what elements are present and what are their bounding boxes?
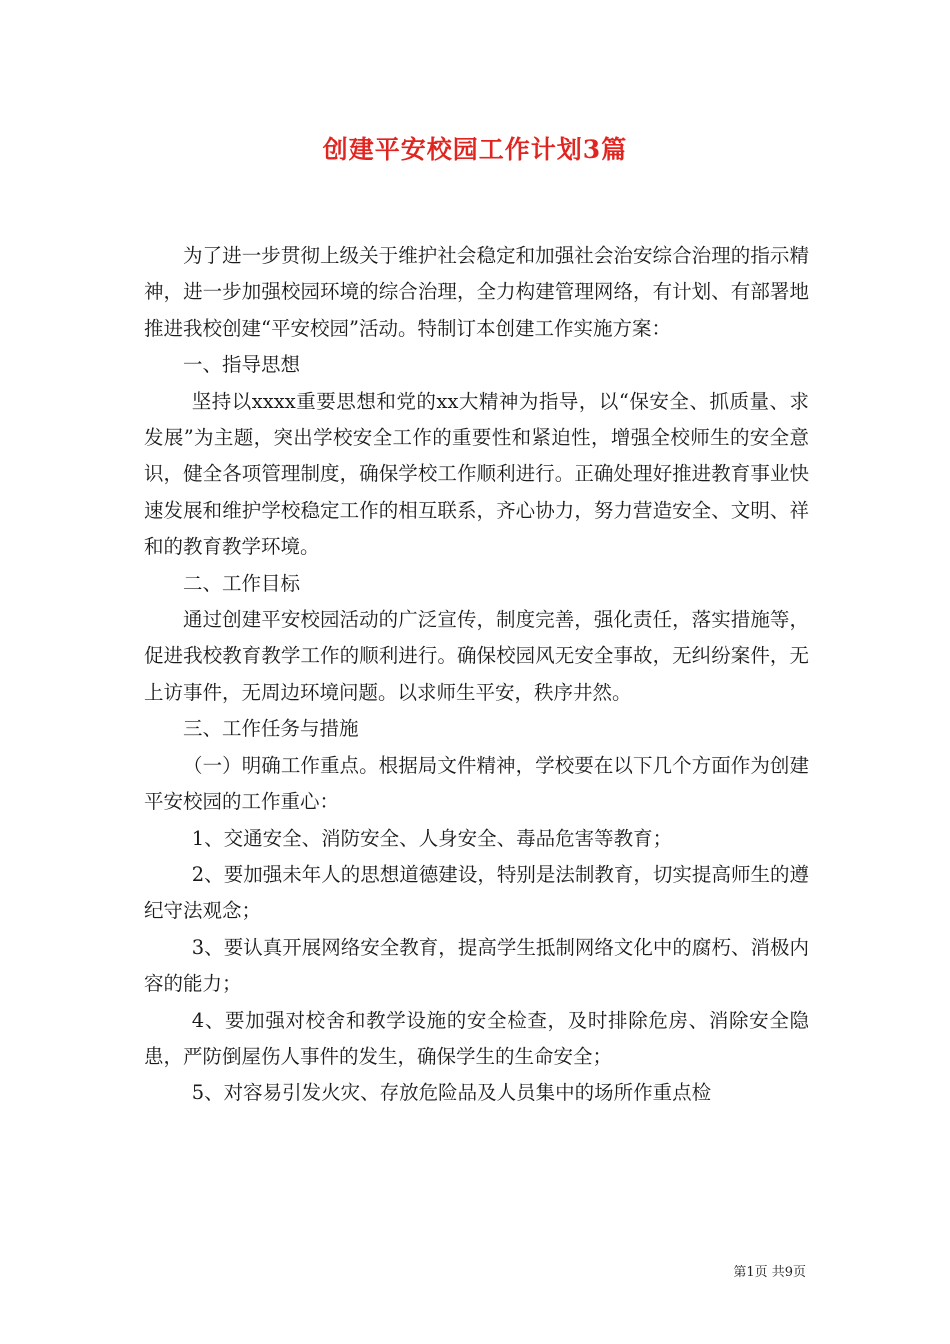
subsection-clarify-focus: （一）明确工作重点。根据局文件精神，学校要在以下几个方面作为创建平安校园的工作重心：: [144, 753, 809, 814]
document-body: [144, 238, 809, 1112]
list-item-2: 2、要加强未年人的思想道德建设，特别是法制教育，切实提高师生的遵纪守法观念；: [144, 862, 809, 923]
guiding-ideology-paragraph: 坚持以xxxx重要思想和党的xx大精神为指导，以“保安全、抓质量、求发展”为主题，突出学校安全工作的重要性和紧迫性，增强全校师生的安全意识，健全各项管理制度，确保学校工作顺利进行。正确处理好推进教育事业快速发展和维护学校稳定工作的相互联系，齐心协力，努力营造安全、文明、祥和的教育教学环境。: [144, 389, 809, 559]
section-heading-work-goals: 二、工作目标: [183, 571, 301, 595]
list-item-4: 4、要加强对校舍和教学设施的安全检查，及时排除危房、消除安全隐患，严防倒屋伤人事件的发生，确保学生的生命安全；: [144, 1008, 809, 1068]
work-goals-paragraph: 通过创建平安校园活动的广泛宣传，制度完善，强化责任，落实措施等，促进我校教育教学工作的顺利进行。确保校园风无安全事故，无纠纷案件，无上访事件，无周边环境问题。以求师生平安，秩序井然。: [144, 608, 809, 704]
list-item-1: 1、交通安全、消防安全、人身安全、毒品危害等教育；: [191, 826, 673, 850]
document-title: 创建平安校园工作计划3篇: [322, 135, 628, 164]
list-item-5: 5、对容易引发火灾、存放危险品及人员集中的场所作重点检: [191, 1081, 712, 1105]
intro-paragraph: 为了进一步贯彻上级关于维护社会稳定和加强社会治安综合治理的指示精神，进一步加强校园环境的综合治理，全力构建管理网络，有计划、有部署地推进我校创建“平安校园”活动。特制订本创建工作实施方案：: [144, 244, 809, 340]
list-item-3: 3、要认真开展网络安全教育，提高学生抵制网络文化中的腐朽、消极内容的能力；: [144, 935, 809, 996]
page-number-footer: 第1页 共9页: [733, 1265, 806, 1280]
section-heading-guiding-ideology: 一、指导思想: [183, 353, 301, 377]
section-heading-tasks-measures: 三、工作任务与措施: [183, 717, 359, 741]
